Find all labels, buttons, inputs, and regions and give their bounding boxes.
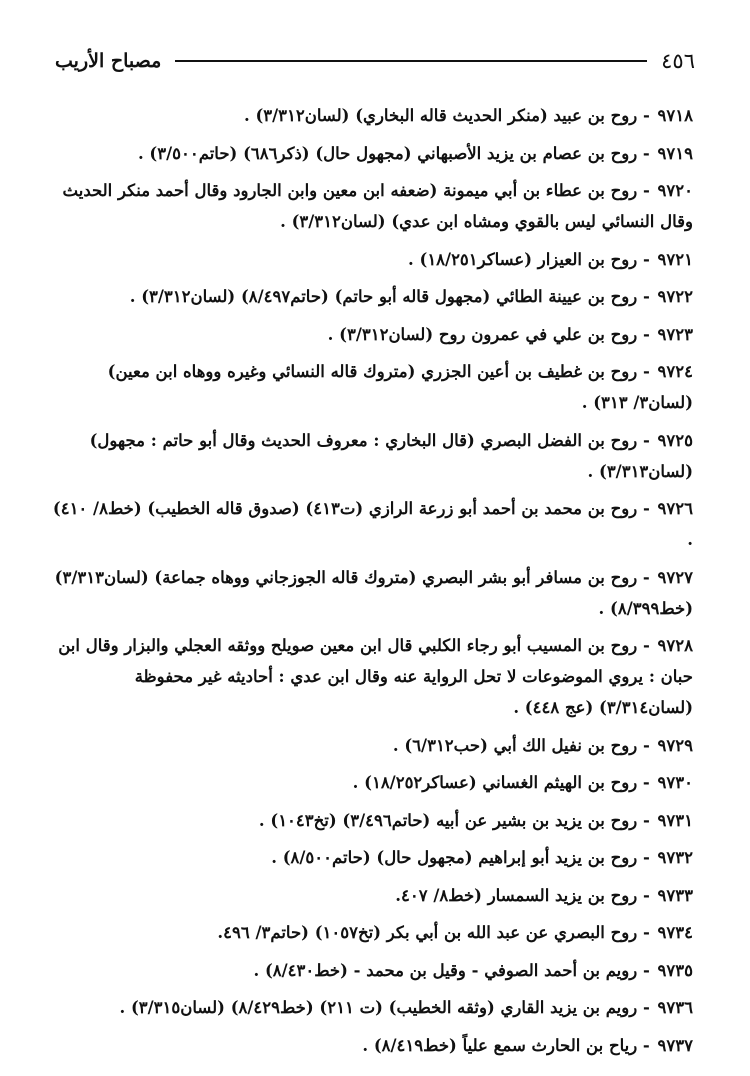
book-title: مصباح الأريب	[55, 50, 162, 72]
entry-9737	[50, 1030, 693, 1061]
entry-9723	[50, 319, 693, 350]
entry-text: - روح بن يزيد بن بشير عن أبيه (حاتم٣/٤٩٦) (تخ١٠٤٣) .	[258, 810, 650, 830]
entry-text: - روح بن يزيد السمسار (خط٨/ ٤٠٧.	[395, 885, 650, 905]
entry-text: - روح بن عطاء بن أبي ميمونة (ضعفه ابن معين وابن الجارود وقال أحمد منكر الحديث وقال النسائي ليس بالقوي ومشاه ابن عدي) (لسان٣/٣١٢) .	[62, 181, 693, 231]
entry-text: - رويم بن أحمد الصوفي - وقيل بن محمد - (خط٨/٤٣٠) .	[253, 960, 650, 980]
entry-list	[50, 100, 693, 1067]
page-header	[55, 44, 695, 78]
entry-text: - روح بن عبيد (منكر الحديث قاله البخاري) (لسان٣/٣١٢) .	[244, 106, 650, 125]
entry-text: - رياح بن الحارث سمع علياً (خط٨/٤١٩) .	[362, 1035, 650, 1055]
entry-9731	[50, 805, 693, 836]
header-rule	[175, 60, 647, 62]
entry-number: ٩٧٣٤	[657, 923, 693, 942]
entry-9733	[50, 880, 693, 911]
entry-text: - روح بن نفيل الك أبي (حب٦/٣١٢) .	[392, 735, 650, 755]
entry-number: ٩٧٣٠	[657, 773, 693, 792]
entry-9735	[50, 955, 693, 986]
entry-number: ٩٧٢١	[657, 249, 693, 269]
entry-number: ٩٧١٨	[657, 106, 693, 125]
entry-9724	[50, 356, 693, 418]
entry-text: - روح بن يزيد أبو إبراهيم (مجهول حال) (حاتم٨/٥٠٠) .	[271, 848, 650, 867]
entry-text: - روح بن علي في عمرون روح (لسان٣/٣١٢) .	[327, 324, 650, 344]
entry-9727	[50, 562, 693, 624]
entry-9728	[50, 630, 693, 723]
entry-number: ٩٧٣١	[657, 810, 693, 830]
entry-9734	[50, 917, 693, 948]
entry-text: - روح بن الفضل البصري (قال البخاري : معروف الحديث وقال أبو حاتم : مجهول) (لسان٣/٣١٣) .	[89, 430, 693, 481]
entry-text: - روح بن المسيب أبو رجاء الكلبي قال ابن معين صويلح ووثقه العجلي والبزار وقال ابن حبان : يروي الموضوعات لا تحل الرواية عنه وقال ابن عدي : أحاديثه غير محفوظة (لسان٣/٣١٤) (عج ٤٤٨) .	[58, 636, 693, 717]
entry-number: ٩٧٣٢	[657, 848, 693, 867]
entry-9721	[50, 244, 693, 275]
entry-number: ٩٧٢٢	[657, 287, 693, 306]
entry-9725	[50, 425, 693, 487]
entry-text: - رويم بن يزيد القاري (وثقه الخطيب) (ت ٢١١) (خط٨/٤٢٩) (لسان٣/٣١٥) .	[119, 998, 650, 1017]
page-number: ٤٥٦	[661, 49, 695, 73]
entry-9732	[50, 842, 693, 873]
entry-number: ٩٧٢٦	[657, 499, 693, 518]
entry-9722	[50, 281, 693, 312]
entry-number: ٩٧٣٣	[657, 885, 693, 905]
entry-number: ٩٧٢٩	[657, 735, 693, 755]
entry-9720	[50, 175, 693, 237]
entry-number: ٩٧٣٥	[657, 960, 693, 980]
entry-text: - روح بن محمد بن أحمد أبو زرعة الرازي (ت٤١٣) (صدوق قاله الخطيب) (خط٨/ ٤١٠) .	[52, 499, 693, 549]
entry-text: - روح بن عصام بن يزيد الأصبهاني (مجهول حال) (ذكر٦٨٦) (حاتم٣/٥٠٠) .	[137, 143, 650, 163]
entry-text: - روح بن غطيف بن أعين الجزري (متروك قاله النسائي وغيره ووهاه ابن معين) (لسان٣/ ٣١٣) .	[107, 362, 693, 412]
entry-number: ٩٧٣٦	[657, 998, 693, 1017]
entry-number: ٩٧٢٣	[657, 324, 693, 344]
entry-9726	[50, 493, 693, 555]
entry-9719	[50, 138, 693, 169]
entry-number: ٩٧٢٤	[657, 362, 693, 381]
entry-9736	[50, 992, 693, 1023]
entry-number: ٩٧٢٧	[657, 567, 693, 587]
entry-9729	[50, 730, 693, 761]
entry-number: ٩٧٢٥	[657, 430, 693, 450]
entry-text: - روح بن مسافر أبو بشر البصري (متروك قاله الجوزجاني ووهاه جماعة) (لسان٣/٣١٣) (خط٨/٣٩٩) .	[54, 567, 693, 618]
entry-text: - روح البصري عن عبد الله بن أبي بكر (تخ١٠٥٧) (حاتم٣/ ٤٩٦.	[217, 923, 650, 942]
entry-9718	[50, 100, 693, 131]
entry-number: ٩٧٢٠	[657, 181, 693, 200]
entry-text: - روح بن عيينة الطائي (مجهول قاله أبو حاتم) (حاتم٨/٤٩٧) (لسان٣/٣١٢) .	[129, 287, 650, 306]
entry-9730	[50, 767, 693, 798]
entry-number: ٩٧١٩	[657, 143, 693, 163]
entry-text: - روح بن العيزار (عساكر١٨/٢٥١) .	[408, 249, 650, 269]
entry-number: ٩٧٢٨	[657, 636, 693, 655]
entry-number: ٩٧٣٧	[657, 1035, 693, 1055]
entry-text: - روح بن الهيثم الغساني (عساكر١٨/٢٥٢) .	[352, 773, 650, 792]
